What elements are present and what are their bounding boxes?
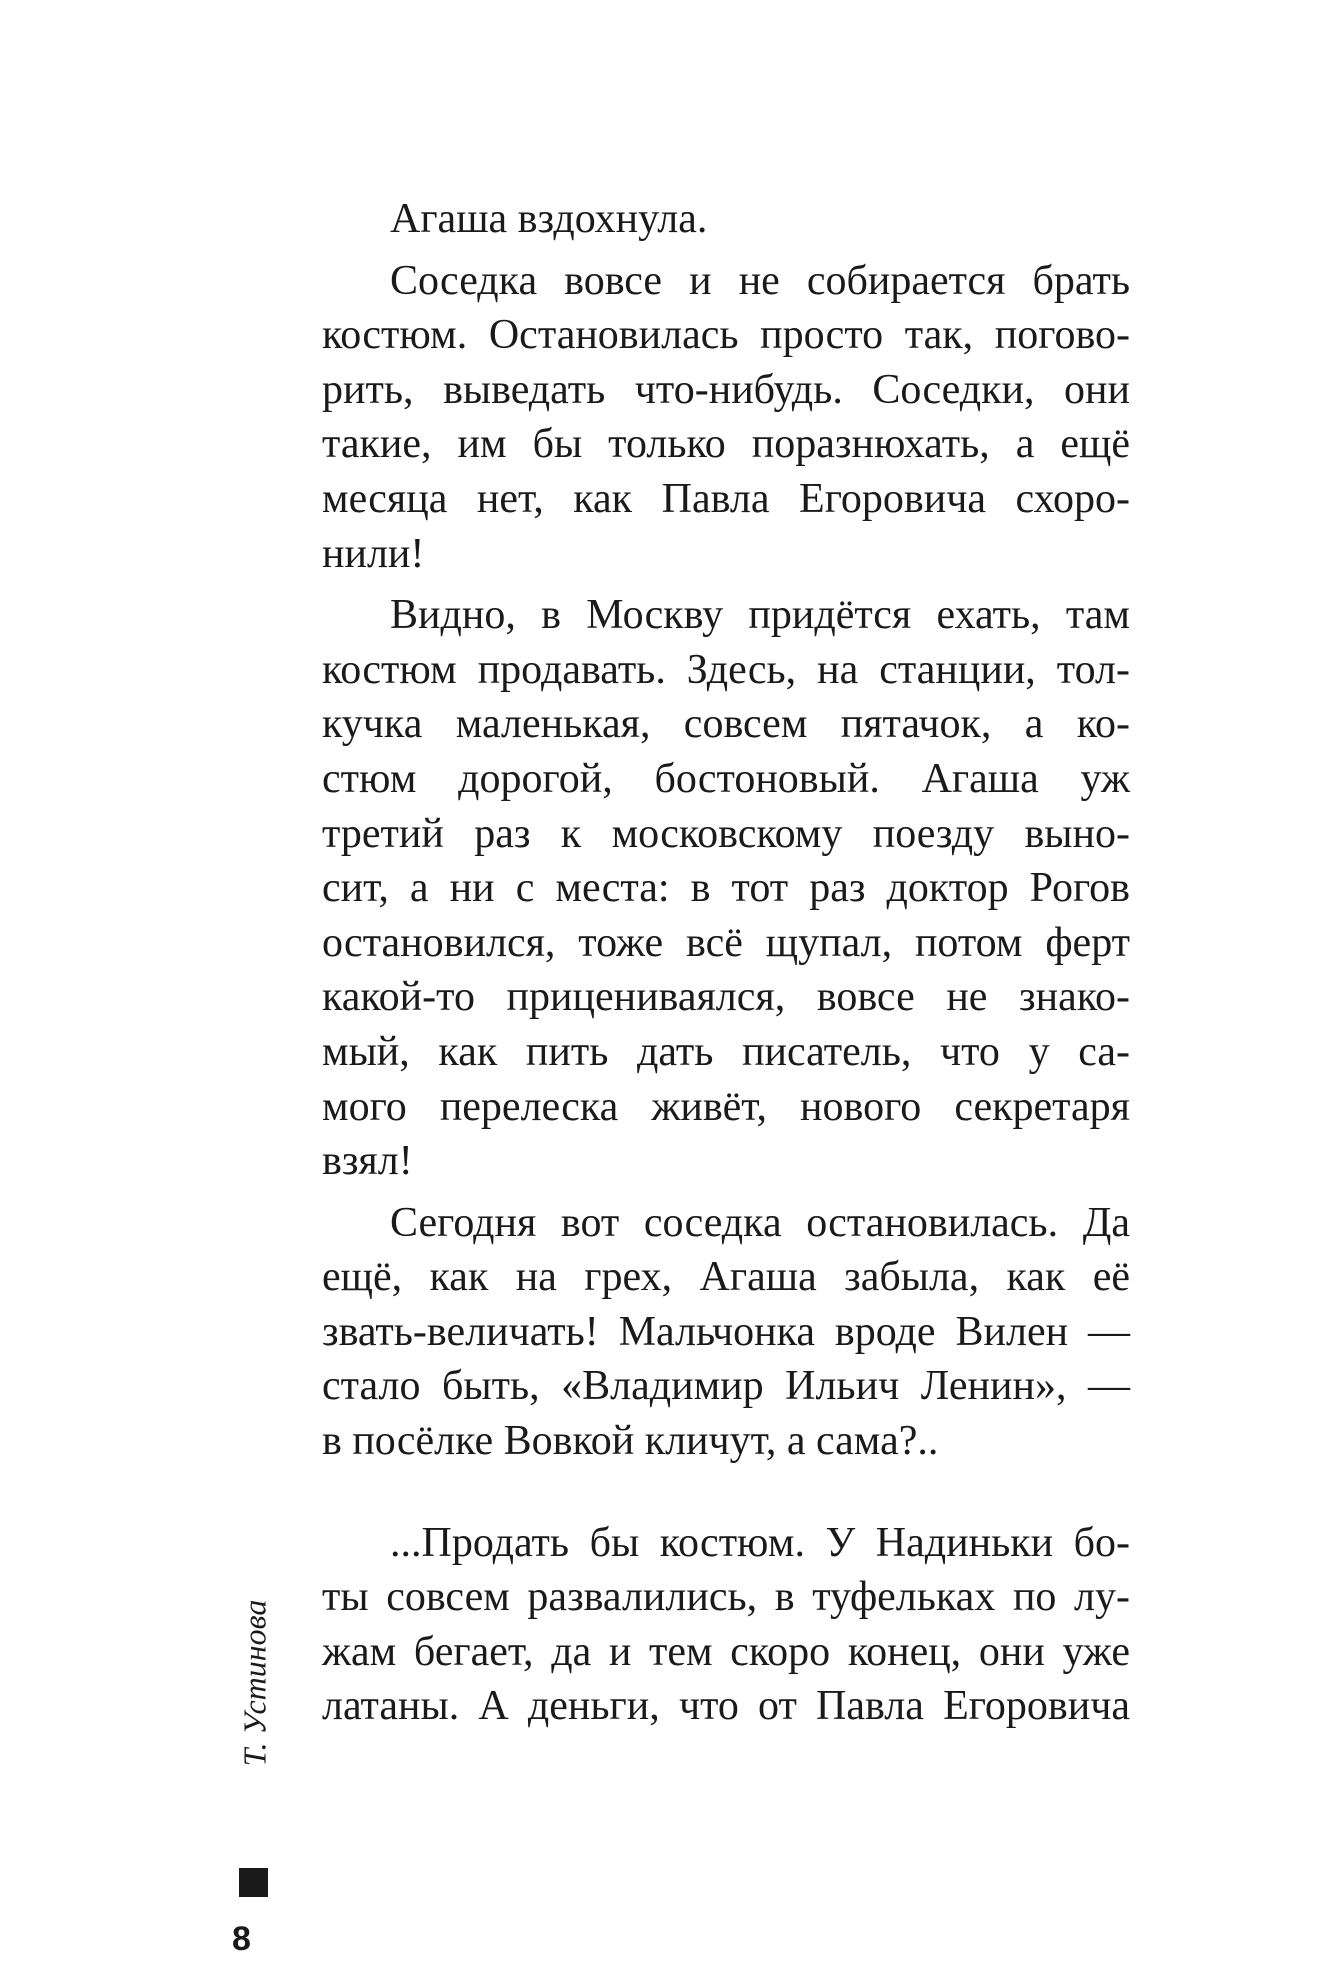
text-line: сит, а ни с места: в тот раз доктор Рогов xyxy=(322,865,1130,912)
text-line: остановился, тоже всё щупал, потом ферт xyxy=(322,919,1130,966)
paragraph xyxy=(322,1516,1130,1734)
text-line: стюм дорогой, бостоновый. Агаша уж xyxy=(322,755,1130,802)
text-line: костюм. Остановилась просто так, погово- xyxy=(322,312,1130,359)
text-line: костюм продавать. Здесь, на станции, тол- xyxy=(322,646,1130,693)
text-line: Видно, в Москву придётся ехать, там xyxy=(390,592,1130,639)
page-number: 8 xyxy=(232,1920,251,1958)
text-line: рить, выведать что-нибудь. Соседки, они xyxy=(322,366,1130,413)
paragraph xyxy=(322,1196,1130,1469)
text-line: ещё, как на грех, Агаша забыла, как её xyxy=(322,1254,1130,1301)
text-line: Сегодня вот соседка остановилась. Да xyxy=(390,1199,1130,1246)
text-line: Соседка вовсе и не собирается брать xyxy=(390,257,1130,304)
text-line: мый, как пить дать писатель, что у са- xyxy=(322,1028,1130,1075)
text-line: мого перелеска живёт, нового секретаря xyxy=(322,1083,1130,1130)
text-line: жам бегает, да и тем скоро конец, они уже xyxy=(322,1628,1130,1675)
text-line: третий раз к московскому поезду выно- xyxy=(322,810,1130,857)
paragraph xyxy=(322,588,1130,1189)
text-line: стало быть, «Владимир Ильич Ленин», — xyxy=(322,1363,1130,1410)
running-head-author: Т. Устинова xyxy=(236,1599,273,1767)
text-line: Агаша вздохнула. xyxy=(390,196,708,242)
text-line: какой-то прицениваялся, вовсе не знако- xyxy=(322,974,1130,1021)
body-text xyxy=(322,192,1130,1734)
paragraph xyxy=(322,254,1130,582)
text-line: ...Продать бы костюм. У Надиньки бо- xyxy=(390,1519,1130,1566)
paragraph xyxy=(322,192,1130,247)
text-line: в посёлке Вовкой кличут, а сама?.. xyxy=(322,1418,939,1465)
text-line: месяца нет, как Павла Егоровича схоро- xyxy=(322,475,1130,522)
text-line: звать-величать! Мальчонка вроде Вилен — xyxy=(322,1308,1130,1355)
text-line: взял! xyxy=(322,1138,413,1185)
section-break xyxy=(322,1469,1130,1516)
black-square-marker xyxy=(239,1868,268,1897)
text-line: такие, им бы только поразнюхать, а ещё xyxy=(322,421,1130,468)
text-line: нили! xyxy=(322,530,425,577)
text-line: латаны. А деньги, что от Павла Егоровича xyxy=(322,1683,1130,1730)
text-line: кучка маленькая, совсем пятачок, а ко- xyxy=(322,701,1130,748)
text-line: ты совсем развалились, в туфельках по лу- xyxy=(322,1574,1130,1621)
